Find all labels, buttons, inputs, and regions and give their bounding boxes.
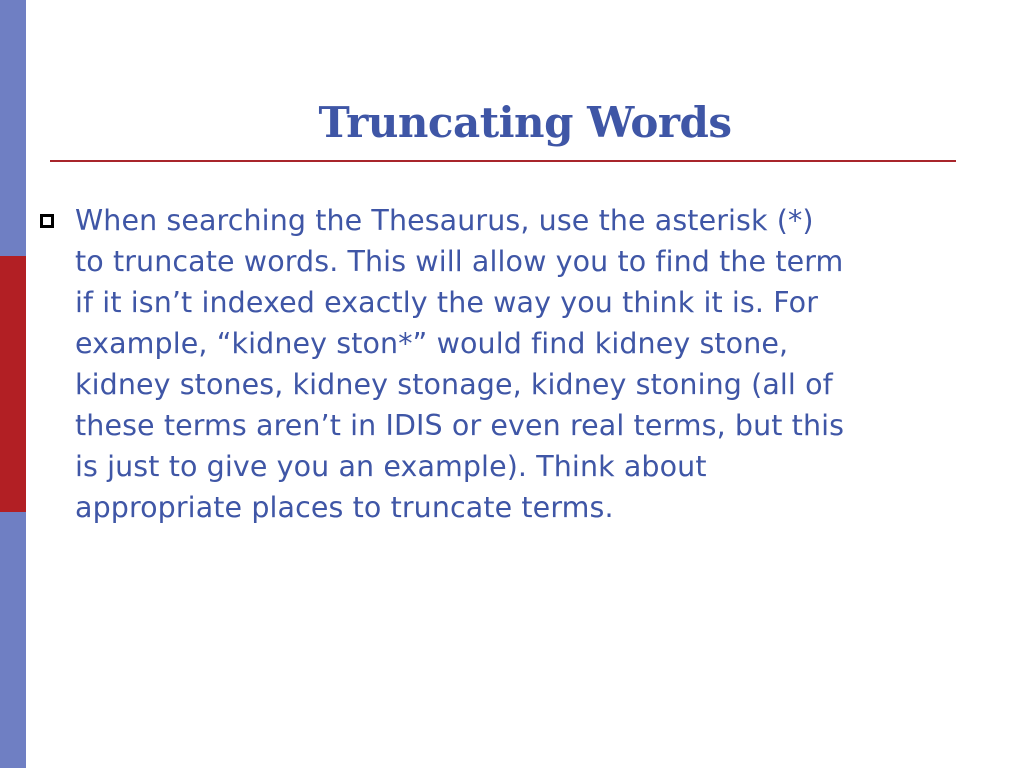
sidebar-accent-middle: [0, 256, 26, 512]
bullet-text: When searching the Thesaurus, use the asterisk (*) to truncate words. This will allow you to find the term if it isn’t indexed exactly the way you think it is. For example, “kidney ston*” would find kidney stone, kidney stones, kidney stonage, kidney stoning (all of these terms aren’t in IDIS or even real terms, but this is just to give you an example). Think about appropriate places to truncate terms.: [75, 204, 845, 524]
sidebar-accent-top: [0, 0, 26, 256]
bullet-item: [38, 200, 1018, 528]
title-underline-rule: [50, 160, 956, 162]
sidebar-accent-bottom: [0, 512, 26, 768]
hollow-square-bullet-icon: [40, 214, 54, 228]
slide-title: Truncating Words: [318, 98, 732, 147]
